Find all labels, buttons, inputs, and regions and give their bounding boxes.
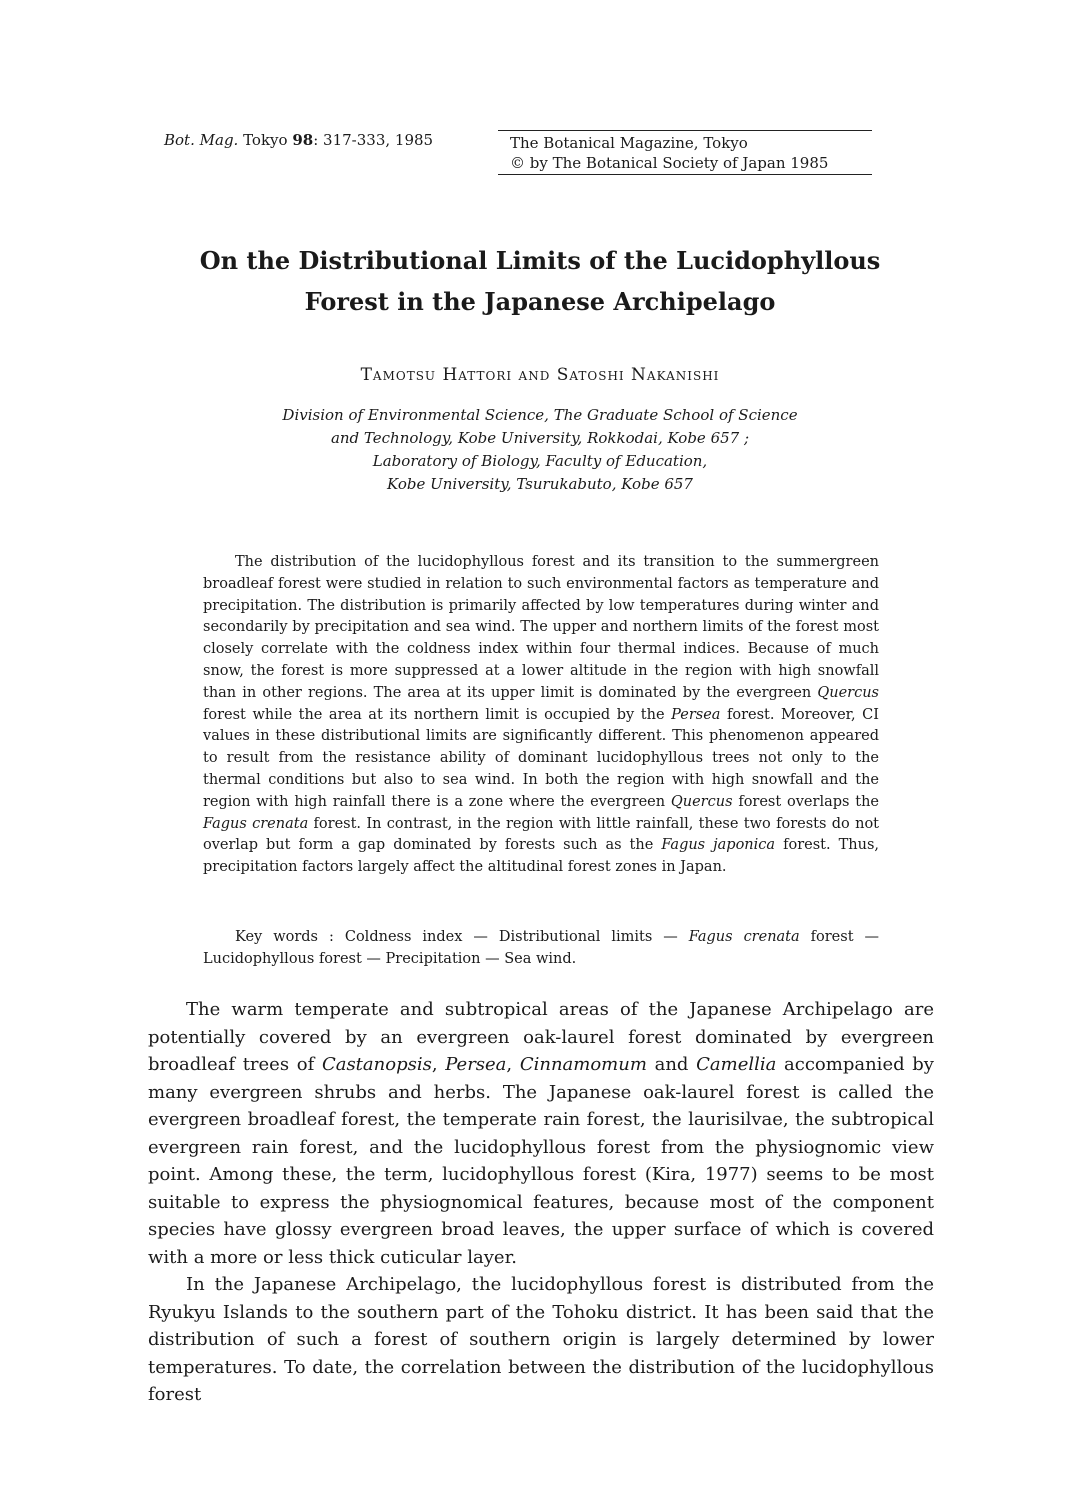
affiliation-line-3: Laboratory of Biology, Faculty of Education, xyxy=(372,452,708,470)
abstract-paragraph xyxy=(203,552,879,879)
publisher-box xyxy=(498,130,872,175)
journal-abbrev-bot: Bot. xyxy=(164,131,195,149)
genus-name: Camellia xyxy=(696,1054,777,1075)
abstract-species: Fagus japonica xyxy=(661,837,776,854)
abstract-text: forest. Thus, precipitation factors largely affect the altitudinal forest zones in Japan. xyxy=(203,837,880,876)
abstract-text: forest overlaps the xyxy=(732,793,879,810)
journal-city: Tokyo xyxy=(243,131,288,149)
abstract xyxy=(203,552,879,879)
author-list: Tamotsu Hattori and Satoshi Nakanishi xyxy=(360,365,720,385)
affiliation-line-4: Kobe University, Tsurukabuto, Kobe 657 xyxy=(387,475,693,493)
journal-abbrev-mag: Mag. xyxy=(199,131,239,149)
abstract-species: Fagus crenata xyxy=(203,815,309,832)
abstract-genus: Quercus xyxy=(817,684,879,701)
affiliation-line-2: and Technology, Kobe University, Rokkodai, Kobe 657 ; xyxy=(330,429,750,447)
genus-name: Persea xyxy=(445,1054,507,1075)
journal-citation xyxy=(164,131,433,149)
body-paragraph-1 xyxy=(148,996,934,1271)
abstract-text: forest. In contrast, in the region with little rainfall, these two forests do not overlap but form a gap dominated by forests such as the xyxy=(203,815,880,854)
abstract-genus: Persea xyxy=(671,706,721,723)
abstract-text: The distribution of the lucidophyllous forest and its transition to the summergreen broadleaf forest were studied in relation to such environmental factors as temperature and precipitation. The distribution is primarily affected by low temperatures during winter and secondarily by precipitation and sea wind. The upper and northern limits of the forest most closely correlate with the coldness index within four thermal indices. Because of much snow, the forest is more suppressed at a lower altitude in the region with high snowfall than in other regions. The area at its upper limit is dominated by the evergreen xyxy=(203,554,879,701)
genus-name: Castanopsis xyxy=(321,1054,432,1075)
body-text: , xyxy=(431,1054,446,1075)
body-text: The warm temperate and subtropical areas of the Japanese Archipelago are potentially covered by an evergreen oak-laurel forest dominated by evergreen broadleaf trees of xyxy=(148,999,934,1075)
body-text: and xyxy=(646,1054,697,1075)
keywords-text: Coldness index — Distributional limits — xyxy=(344,929,689,945)
keywords-label: Key words : xyxy=(235,929,334,945)
keywords-species: Fagus crenata xyxy=(688,929,800,945)
affiliation-line-1: Division of Environmental Science, The Graduate School of Science xyxy=(282,406,798,424)
body-text: , xyxy=(506,1054,520,1075)
affiliations xyxy=(200,404,880,496)
body-paragraph-2: In the Japanese Archipelago, the lucidophyllous forest is distributed from the Ryukyu Islands to the southern part of the Tohoku district. It has been said that the distribution of such a forest of southern origin is largely determined by lower temperatures. To date, the correlation between the distribution of the lucidophyllous forest xyxy=(148,1274,934,1405)
main-body xyxy=(148,996,934,1409)
publisher-line: The Botanical Magazine, Tokyo xyxy=(510,134,748,152)
copyright-line: © by The Botanical Society of Japan 1985 xyxy=(510,154,829,172)
journal-volume: 98 xyxy=(292,131,314,149)
title-line-2: Forest in the Japanese Archipelago xyxy=(304,287,776,316)
paper-title xyxy=(120,240,960,322)
keywords xyxy=(203,926,879,970)
abstract-text: forest while the area at its northern limit is occupied by the xyxy=(203,706,672,723)
body-text: accompanied by many evergreen shrubs and herbs. The Japanese oak-laurel forest is called the evergreen broadleaf forest, the temperate rain forest, the laurisilvae, the subtropical evergreen rain forest, and the lucidophyllous forest from the physiognomic view point. Among these, the term, lucidophyllous forest (Kira, 1977) seems to be most suitable to express the physiognomical features, because most of the component species have glossy evergreen broad leaves, the upper surface of which is covered with a more or less thick cuticular layer. xyxy=(148,1054,934,1268)
abstract-genus: Quercus xyxy=(670,793,733,810)
abstract-text: forest. Moreover, CI values in these distributional limits are significantly different. This phenomenon appeared to result from the resistance ability of dominant lucidophyllous trees not only to the thermal conditions but also to sea wind. In both the region with high snowfall and the region with high rainfall there is a zone where the evergreen xyxy=(203,706,879,810)
genus-name: Cinnamomum xyxy=(519,1054,647,1075)
title-line-1: On the Distributional Limits of the Lucidophyllous xyxy=(199,246,881,275)
journal-pages-year: : 317-333, 1985 xyxy=(313,131,434,149)
keywords-text: forest — Lucidophyllous forest — Precipitation — Sea wind. xyxy=(203,929,879,967)
